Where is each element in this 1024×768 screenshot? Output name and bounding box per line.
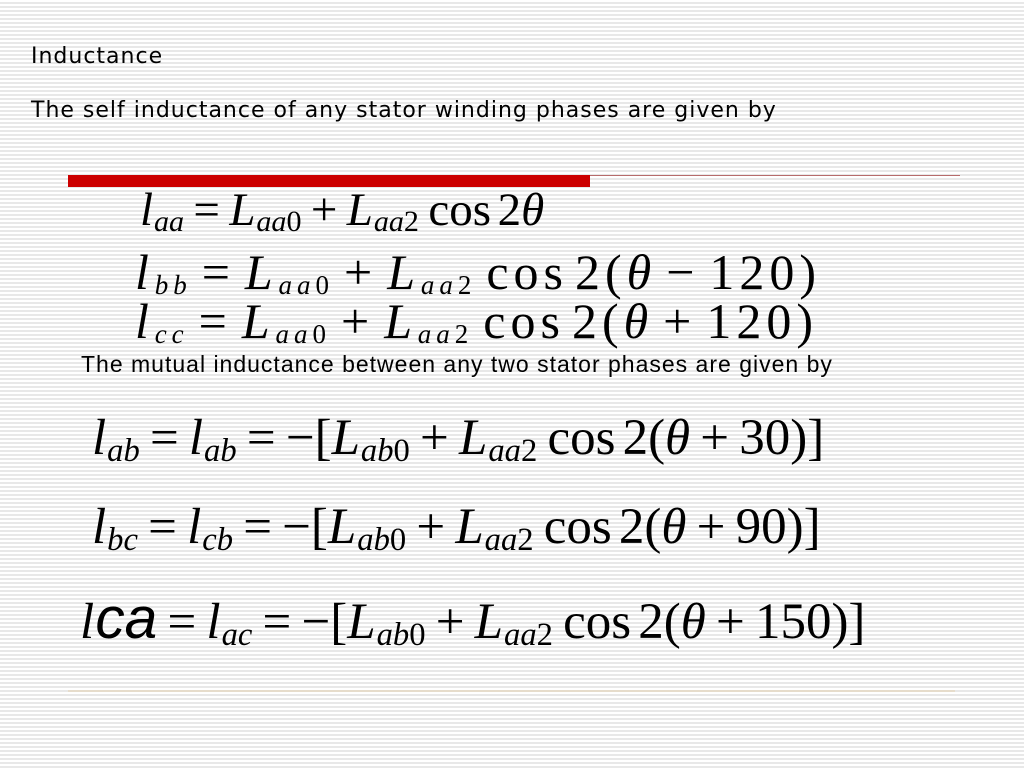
equation-variable: L	[347, 594, 376, 650]
equation-function: cos	[428, 184, 491, 236]
equation-function: cos	[483, 293, 565, 349]
equation-variable: L	[241, 293, 275, 349]
equation-operator: +	[416, 499, 446, 555]
equation-operator: =	[149, 410, 179, 466]
equation-variable: θ	[680, 594, 706, 650]
equation-variable: L	[331, 410, 360, 466]
equation-subscript: aa	[153, 204, 185, 239]
equation-subscript: aa	[488, 432, 521, 469]
equation-variable: l	[80, 594, 95, 650]
equation-operator: +	[700, 410, 730, 466]
equation-subscript-number: 0	[409, 616, 426, 653]
equation-operator: +	[715, 594, 745, 650]
equation-subscript: bb	[154, 270, 192, 301]
self-inductance-equation-cc	[135, 293, 819, 350]
equation-variable: l	[140, 184, 154, 236]
self-inductance-caption: The self inductance of any stator winding phases are given by	[31, 98, 777, 123]
equation-subscript: aa	[256, 204, 287, 239]
equation-variable: θ	[665, 410, 691, 466]
equation-number: 120)	[706, 293, 819, 349]
equation-subscript-number: 2	[536, 616, 553, 653]
equation-variable: L	[244, 244, 278, 300]
equation-subscript-number: 0	[389, 521, 407, 558]
equation-variable: θ	[521, 184, 545, 236]
equation-subscript-number: 2	[454, 319, 474, 350]
equation-number: 150)]	[754, 594, 866, 650]
self-inductance-equation-aa	[140, 184, 545, 239]
mutual-inductance-equation-ca	[80, 586, 866, 653]
mutual-inductance-equation-ab	[92, 410, 825, 469]
equation-variable: L	[346, 184, 373, 236]
equation-number: 2(	[574, 244, 627, 300]
equation-subscript-number: 2	[520, 432, 538, 469]
equation-subscript-number: 0	[312, 319, 331, 350]
equation-variable: L	[229, 184, 256, 236]
equation-variable: l	[187, 499, 202, 555]
equation-operator: −	[666, 244, 700, 300]
mutual-inductance-caption: The mutual inductance between any two stator phases are given by	[81, 351, 833, 377]
equation-subscript: cb	[202, 521, 234, 558]
equation-operator: +	[420, 410, 449, 466]
equation-number: 2(	[638, 594, 681, 650]
equation-number: −[	[282, 499, 328, 555]
equation-variable: L	[474, 594, 504, 650]
equation-variable: l	[92, 410, 107, 466]
equation-subscript-number: 0	[393, 432, 410, 469]
equation-number: 2	[497, 184, 522, 236]
equation-number: −[	[301, 594, 348, 650]
equation-variable: θ	[661, 499, 687, 555]
equation-function: cos	[563, 594, 632, 650]
equation-variable: L	[327, 499, 357, 555]
equation-subscript: ab	[360, 432, 394, 469]
equation-operator: =	[201, 244, 235, 300]
equation-number: 2(	[571, 293, 624, 349]
equation-number: 2(	[622, 410, 666, 466]
equation-operator: +	[310, 184, 338, 236]
equation-subscript: ab	[357, 521, 390, 558]
equation-subscript: aa	[420, 270, 458, 301]
equation-subscript: aa	[373, 204, 404, 239]
slide-title: Inductance	[31, 44, 164, 69]
equation-variable: l	[188, 410, 204, 466]
equation-function: cos	[547, 410, 616, 466]
equation-operator: =	[198, 293, 232, 349]
equation-operator: +	[696, 499, 726, 555]
equation-subscript: aa	[417, 319, 455, 350]
mutual-inductance-equation-bc	[92, 499, 821, 558]
equation-variable: θ	[623, 293, 654, 349]
equation-variable: ca	[95, 586, 158, 651]
equation-variable: L	[387, 244, 421, 300]
equation-subscript: aa	[504, 616, 537, 653]
equation-subscript-number: 2	[457, 270, 477, 301]
equation-variable: L	[455, 499, 484, 555]
equation-subscript-number: 2	[517, 521, 534, 558]
equation-function: cos	[543, 499, 612, 555]
equation-variable: L	[458, 410, 488, 466]
equation-number: 120)	[709, 244, 822, 300]
equation-operator: +	[663, 293, 697, 349]
equation-subscript: aa	[484, 521, 518, 558]
title-divider-line	[590, 175, 960, 176]
equation-operator: =	[262, 594, 292, 650]
equation-operator: =	[167, 594, 197, 650]
self-inductance-equation-bb	[135, 244, 822, 301]
equation-operator: =	[243, 499, 272, 555]
equation-subscript: cc	[154, 319, 189, 350]
equation-subscript: ab	[376, 616, 410, 653]
equation-subscript: bc	[107, 521, 138, 558]
equation-number: 30)]	[739, 410, 825, 466]
equation-variable: L	[384, 293, 417, 349]
equation-subscript: aa	[275, 319, 313, 350]
equation-number: 2(	[618, 499, 662, 555]
footer-divider-line	[68, 690, 955, 692]
equation-subscript: ab	[204, 432, 237, 469]
equation-subscript: ac	[221, 616, 253, 653]
equation-variable: l	[135, 244, 154, 300]
equation-subscript: ab	[107, 432, 140, 469]
equation-operator: +	[435, 594, 465, 650]
equation-variable: l	[206, 594, 221, 650]
equation-subscript-number: 2	[403, 204, 419, 239]
equation-operator: =	[193, 184, 220, 236]
equation-number: −[	[285, 410, 332, 466]
equation-function: cos	[486, 244, 568, 300]
equation-variable: l	[135, 293, 154, 349]
equation-operator: =	[148, 499, 177, 555]
equation-variable: θ	[626, 244, 657, 300]
equation-subscript-number: 0	[315, 270, 335, 301]
equation-variable: l	[92, 499, 107, 555]
equation-number: 90)]	[735, 499, 821, 555]
equation-subscript: aa	[278, 270, 316, 301]
equation-subscript-number: 0	[286, 204, 302, 239]
equation-operator: +	[344, 244, 378, 300]
equation-operator: +	[340, 293, 375, 349]
equation-operator: =	[246, 410, 276, 466]
